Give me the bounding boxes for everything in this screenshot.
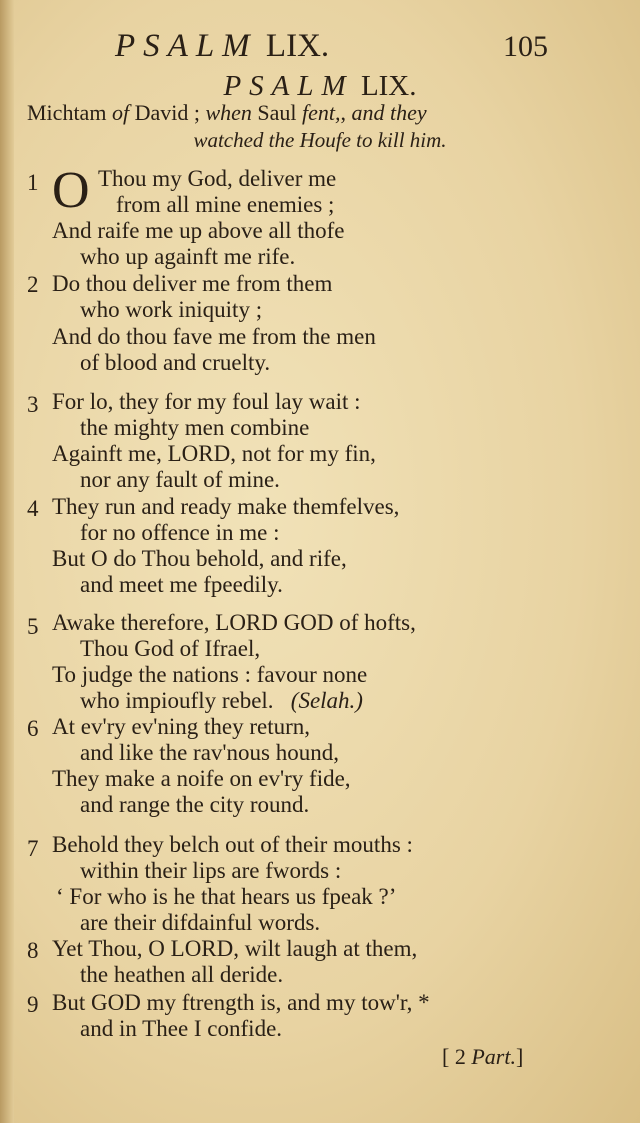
verse-line: Awake therefore, LORD GOD of hofts, [52,610,416,635]
part-word: Part. [471,1044,516,1069]
bracket-open: [ [442,1044,450,1069]
selah-note: (Selah.) [290,688,363,713]
verse-number: 6 [27,716,39,741]
verse-line: But GOD my ftrength is, and my tow'r, * [52,990,430,1015]
verse-line: Thou God of Ifrael, [80,636,261,661]
verse-line: They make a noife on ev'ry fide, [52,766,351,791]
verse-number: 2 [27,272,39,297]
verse-line: who up againft me rife. [80,244,296,269]
verse-line: and like the rav'nous hound, [80,740,340,765]
verse-line: And raife me up above all thofe [52,218,345,243]
bracket-close: ] [515,1044,524,1069]
verse-number: 8 [27,938,39,963]
verse-line: They run and ready make themfelves, [52,494,400,519]
superscription-when: when [205,100,252,125]
running-head-word: PSALM [115,28,258,64]
verse-number: 1 [27,170,39,195]
superscription-michtam: Michtam [27,100,107,125]
superscription-sent: fent, [302,100,341,125]
verse-line: But O do Thou behold, and rife, [52,546,347,571]
verse-line: the mighty men combine [80,415,310,440]
verse-line: who work iniquity ; [80,297,263,322]
verse-line: from all mine enemies ; [116,192,335,217]
superscription-line-1: Michtam of David ; when Saul fent,, and they [27,100,427,125]
page-number: 105 [503,30,548,63]
verse-line: Behold they belch out of their mouths : [52,832,413,857]
verse-line: To judge the nations : favour none [52,662,368,687]
part-catchword [442,1044,523,1070]
verse-line: For lo, they for my foul lay wait : [52,389,361,414]
verse-line: Do thou deliver me from them [52,271,333,296]
verse-line: ‘ For who is he that hears us fpeak ?’ [56,884,397,909]
verse-line-text: who impioufly rebel. [80,688,274,713]
verse-number: 7 [27,836,39,861]
verse-line: Yet Thou, O LORD, wilt laugh at them, [52,936,418,961]
superscription-line-2: watched the Houfe to kill him. [193,128,447,152]
verse-line: of blood and cruelty. [80,350,271,375]
drop-cap: O [52,162,90,219]
verse-line: Againft me, LORD, not for my fin, [52,441,376,466]
verse-line: And do thou fave me from the men [52,324,376,349]
running-head [0,28,640,68]
verse-line: and in Thee I confide. [80,1016,283,1041]
superscription-david: David ; [134,100,200,125]
superscription-saul: Saul [257,100,297,125]
verse-number: 3 [27,392,39,417]
verse-line: the heathen all deride. [80,962,284,987]
verse-line: nor any fault of mine. [80,467,280,492]
superscription-and-they: and they [351,100,427,125]
running-head-title [115,28,329,65]
running-head-number: LIX. [265,28,330,64]
page-gutter-shadow [0,0,14,1123]
verse-number: 5 [27,614,39,639]
verse-number: 4 [27,496,39,521]
psalm-title [0,70,640,103]
verse-line: and meet me fpeedily. [80,572,283,597]
verse-line: and range the city round. [80,792,310,817]
superscription-of: of [111,100,130,125]
verse-line: At ev'ry ev'ning they return, [52,714,311,739]
verse-line: for no offence in me : [80,520,280,545]
verse-line: within their lips are fwords : [80,858,342,883]
verse-line: are their difdainful words. [80,910,321,935]
verse-line: Thou my God, deliver me [98,166,337,191]
psalm-title-number: LIX. [360,70,417,102]
verse-line [80,688,363,714]
psalm-title-word: PSALM [223,70,354,102]
part-number: 2 [454,1044,466,1069]
verse-number: 9 [27,992,39,1017]
